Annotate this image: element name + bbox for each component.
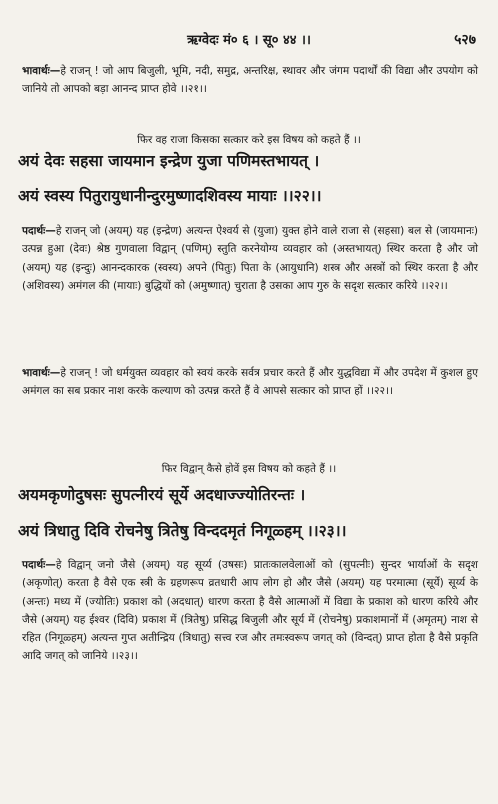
page-header	[0, 30, 498, 50]
bhavarth-text: हे राजन् ! जो धर्मयुक्त व्यवहार को स्वयं करके सर्वत्र प्रचार करते हैं और युद्धविद्या में और उपदेश में कुशल हुए अमंगल का सब प्रकार नाश करके कल्याण को उत्पन्न करते हैं वे आपसे सत्कार को प्राप्त हों ।।२२।।	[22, 367, 478, 398]
bhavarth-text: हे राजन् ! जो आप बिजुली, भूमि, नदी, समुद्र, अन्तरिक्ष, स्थावर और जंगम पदार्थों की विद्या और उपयोग को जानिये तो आपको बड़ा आनन्द प्राप्त होवे ।।२१।।	[22, 65, 478, 96]
mantra-23-line2: अयं त्रिधातु दिवि रोचनेषु त्रितेषु विन्ददमृतं निगूळ्हम् ।।२३।।	[18, 521, 347, 540]
padarth-text: हे राजन् जो (अयम्) यह (इन्द्रेण) अत्यन्त ऐश्वर्य से (युजा) युक्त होने वाले राजा से (सहसा) बल से (जायमानः) उत्पन्न हुआ (देवः) श्रेष्ठ गुणवाला विद्वान् (पणिम्) स्तुति करनेयोग्य व्यवहार को (अस्तभायत्) स्थिर करता है और जो (अयम्) यह (इन्दुः) आनन्दकारक (स्वस्य) अपने (पितुः) पिता के (आयुधानि) शस्त्र और अस्त्रों को स्थिर करता है और (अशिवस्य) अमंगल की (मायाः) बुद्धियों को (अमुष्णात्) चुराता है उसका आप गुरु के सदृश सत्कार करिये ।।२२।।	[22, 225, 478, 292]
running-title: ऋग्वेदः मं० ६ । सू० ४४ ।।	[187, 33, 311, 48]
intro-line-22: फिर वह राजा किसका सत्कार करे इस विषय को कहते हैं ।।	[137, 134, 361, 146]
intro-line-23: फिर विद्वान् कैसे होवें इस विषय को कहते हैं ।।	[161, 463, 337, 475]
padarth-label: पदार्थः—	[22, 559, 56, 571]
page-number: ५२७	[454, 32, 476, 48]
bhavarth-label: भावार्थः—	[22, 367, 61, 379]
mantra-23-line1: अयमकृणोदुषसः सुपत्नीरयं सूर्ये अदधाज्ज्योतिरन्तः ।	[18, 485, 306, 504]
padarth-text: हे विद्वान् जनो जैसे (अयम्) यह सूर्य्य (उषसः) प्रातःकालवेलाओं को (सुपत्नीः) सुन्दर भार्याओं के सदृश (अकृणोत्) करता है वैसे एक स्त्री के ग्रहणरूप व्रतधारी आप लोग हो और जैसे (अयम्) यह परमात्मा (सूर्ये) सूर्य्य के (अन्तः) मध्य में (ज्योतिः) प्रकाश को (अदधात्) धारण करता है वैसे आत्माओं में विद्या के प्रकाश को धारण करिये और जैसे (अयम्) यह ईश्वर (दिवि) प्रकाश में (त्रितेषु) प्रसिद्ध बिजुली और सूर्य में (रोचनेषु) प्रकाशमानों में (अमृतम्) नाश से रहित (निगूळ्हम्) अत्यन्त गुप्त अतीन्द्रिय (त्रिधातु) सत्त्व रज और तमःस्वरूप जगत् को (विन्दत्) प्राप्त होता है वैसे प्रकृति आदि जगत् को जानिये ।।२३।।	[22, 559, 478, 663]
bhavarth-22	[22, 364, 478, 401]
bhavarth-21	[22, 62, 478, 99]
padarth-23	[22, 556, 478, 666]
padarth-label: पदार्थः—	[22, 225, 56, 237]
mantra-22-line2: अयं स्वस्य पितुरायुधानीन्दुरमुष्णादशिवस्य मायाः ।।२२।।	[18, 186, 322, 205]
bhavarth-label: भावार्थः—	[22, 65, 61, 77]
mantra-22-line1: अयं देवः सहसा जायमान इन्द्रेण युजा पणिमस्तभायत् ।	[18, 151, 320, 170]
padarth-22	[22, 222, 478, 295]
